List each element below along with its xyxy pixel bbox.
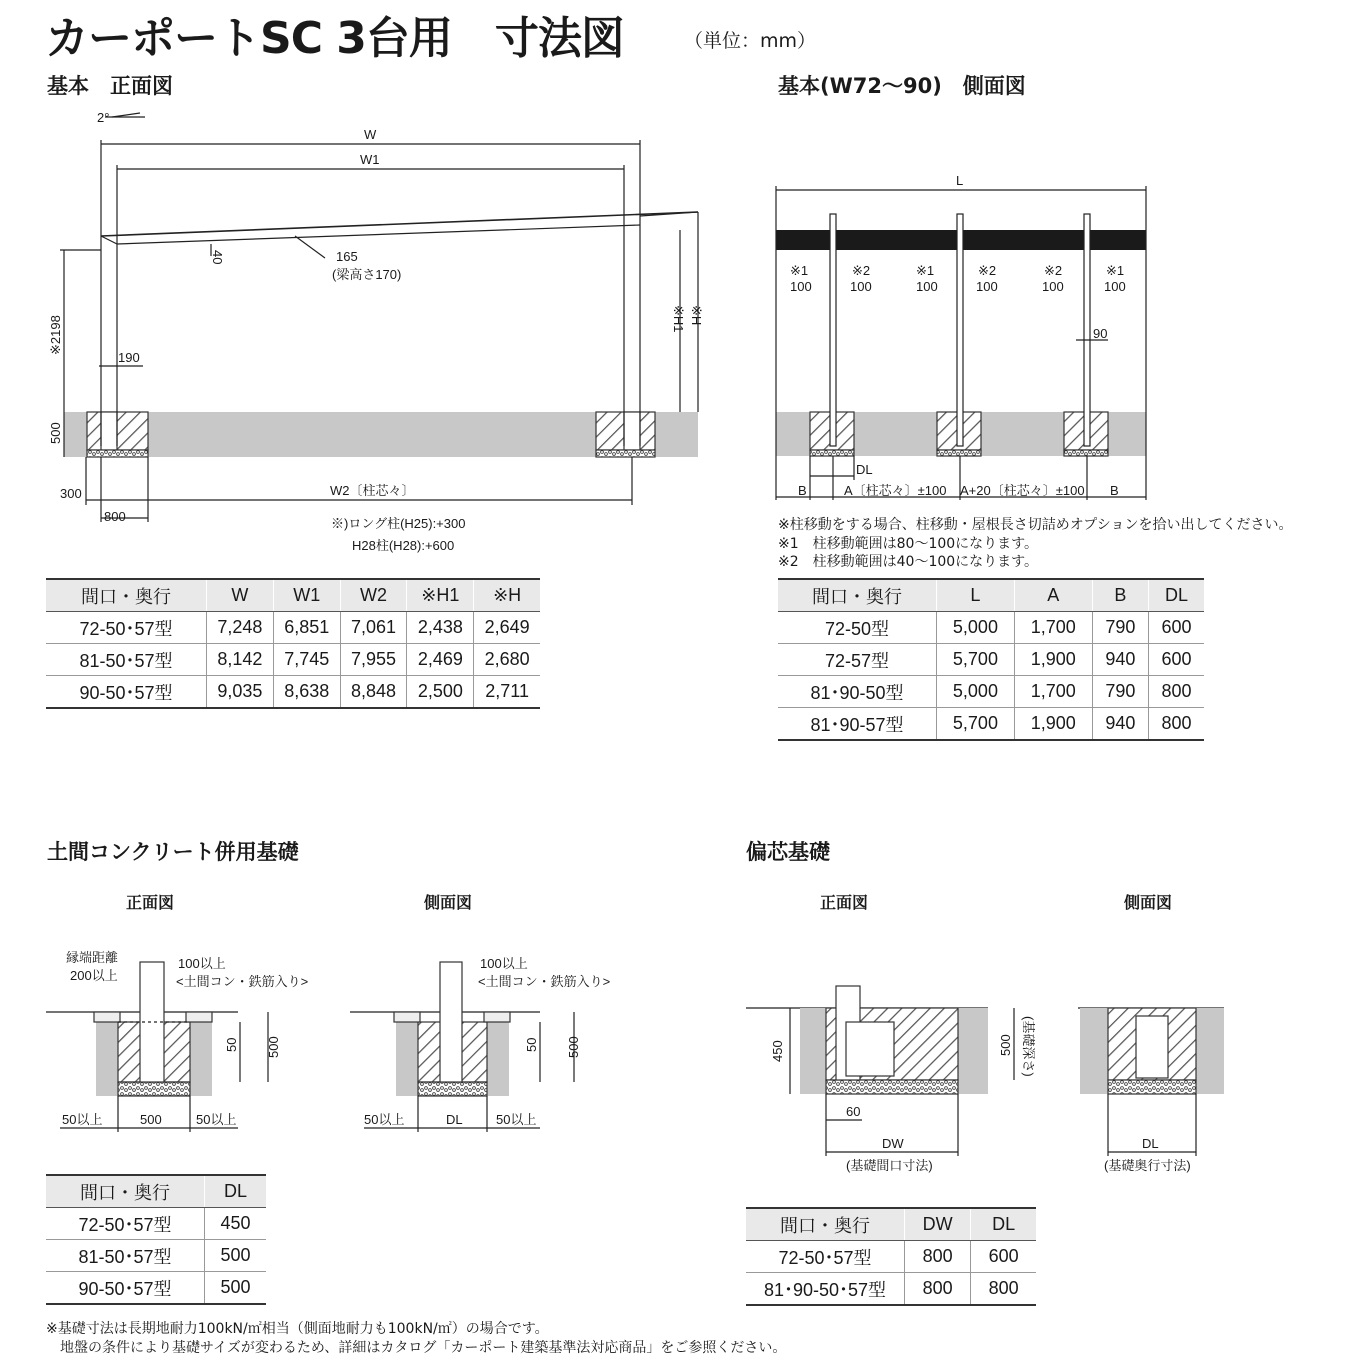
over-doma-b: <土間コン・鉄筋入り> xyxy=(478,974,611,989)
cell: 5,000 xyxy=(937,676,1015,708)
edge-dist-1: 縁端距離 xyxy=(66,950,119,965)
offset-front-label: 正面図 xyxy=(820,893,869,912)
dim-DL-offset: DL xyxy=(1142,1136,1159,1151)
cell: 800 xyxy=(905,1273,971,1306)
cell: 81-50･57型 xyxy=(46,1240,205,1272)
cell: 1,700 xyxy=(1014,612,1092,644)
cell: 72-50･57型 xyxy=(746,1241,905,1273)
mark-1c: ※1 xyxy=(1106,263,1125,278)
cell: 790 xyxy=(1092,612,1148,644)
over-doma-a: <土間コン・鉄筋入り> xyxy=(176,974,309,989)
cell: 81･90-50型 xyxy=(778,676,937,708)
cell: 5,700 xyxy=(937,708,1015,741)
mark-2a: ※2 xyxy=(852,263,871,278)
dim-DL-side: DL xyxy=(856,462,873,477)
offset-side-drawing xyxy=(1078,1008,1224,1156)
cell: 2,711 xyxy=(474,676,540,709)
mark-1a: ※1 xyxy=(790,263,809,278)
cell: 500 xyxy=(205,1240,267,1272)
th: DW xyxy=(905,1208,971,1241)
cell: 81･90-57型 xyxy=(778,708,937,741)
th: W2 xyxy=(340,579,407,612)
dim-50a: 50 xyxy=(224,1037,239,1052)
cell: 1,900 xyxy=(1014,708,1092,741)
th: ※H xyxy=(474,579,540,612)
dim-190: 190 xyxy=(118,350,140,365)
table-row xyxy=(46,1272,266,1305)
offset-heading: 偏芯基礎 xyxy=(746,840,830,864)
front-view-drawing xyxy=(60,113,698,522)
cell: 940 xyxy=(1092,708,1148,741)
dim-DL-doma: DL xyxy=(446,1112,463,1127)
over-100a: 100以上 xyxy=(178,956,226,971)
doma-side-label: 側面図 xyxy=(424,893,473,912)
th: DL xyxy=(971,1208,1036,1241)
cell: 81･90-50･57型 xyxy=(746,1273,905,1306)
cell: 2,438 xyxy=(407,612,474,644)
table-row xyxy=(46,1208,266,1240)
cell: 8,848 xyxy=(340,676,407,709)
cell: 800 xyxy=(971,1273,1036,1306)
cell: 72-50型 xyxy=(778,612,937,644)
dim-B-right: B xyxy=(1110,483,1119,498)
side-view-heading: 基本(W72〜90) 側面図 xyxy=(778,74,1026,98)
dim-H: ※H xyxy=(689,305,704,326)
min50-d: 50以上 xyxy=(496,1112,537,1127)
dim-500d: 500 xyxy=(998,1034,1013,1056)
dim-DW: DW xyxy=(882,1136,904,1151)
table-row xyxy=(778,676,1204,708)
cap-length: (基礎奥行寸法) xyxy=(1104,1158,1191,1173)
table-row xyxy=(778,708,1204,741)
cell: 600 xyxy=(1148,644,1204,676)
th: A xyxy=(1014,579,1092,612)
dim-500: 500 xyxy=(48,422,63,444)
dim-2198: ※2198 xyxy=(48,315,63,355)
unit-label: （単位：mm） xyxy=(684,30,817,52)
cell: 1,900 xyxy=(1014,644,1092,676)
dim-500c: 500 xyxy=(566,1036,581,1058)
front-dimension-table xyxy=(46,578,540,709)
dim-500b: 500 xyxy=(140,1112,162,1127)
offset-side-label: 側面図 xyxy=(1124,893,1173,912)
dim-500a: 500 xyxy=(266,1036,281,1058)
table-row xyxy=(46,676,540,709)
val-100f: 100 xyxy=(1104,279,1126,294)
min50-b: 50以上 xyxy=(196,1112,237,1127)
doma-front-label: 正面図 xyxy=(126,893,175,912)
front-view-heading: 基本 正面図 xyxy=(47,74,173,98)
side-note-1: ※柱移動をする場合、柱移動・屋根長さ切詰めオプションを拾い出してください。 xyxy=(778,517,1293,533)
cell: 2,649 xyxy=(474,612,540,644)
val-100d: 100 xyxy=(976,279,998,294)
table-row xyxy=(46,644,540,676)
page-title: カーポートSC 3台用 寸法図 xyxy=(45,13,624,64)
min50-a: 50以上 xyxy=(62,1112,103,1127)
cell: 81-50･57型 xyxy=(46,644,207,676)
mark-1b: ※1 xyxy=(916,263,935,278)
val-100a: 100 xyxy=(790,279,812,294)
dim-40: 40 xyxy=(210,250,225,265)
th: 間口・奥行 xyxy=(46,1175,205,1208)
cell: 90-50･57型 xyxy=(46,676,207,709)
cell: 9,035 xyxy=(207,676,274,709)
side-view-drawing xyxy=(776,186,1146,500)
table-row xyxy=(778,644,1204,676)
side-note-2: ※1 柱移動範囲は80〜100になります。 xyxy=(778,536,1039,552)
offset-table xyxy=(746,1207,1036,1306)
cap-width: (基礎間口寸法) xyxy=(846,1158,933,1173)
offset-front-drawing xyxy=(746,986,1014,1156)
table-row xyxy=(46,612,540,644)
cell: 90-50･57型 xyxy=(46,1272,205,1305)
side-dimension-table xyxy=(778,578,1204,741)
cell: 600 xyxy=(1148,612,1204,644)
th: DL xyxy=(1148,579,1204,612)
table-row xyxy=(746,1241,1036,1273)
cell: 800 xyxy=(905,1241,971,1273)
dim-90: 90 xyxy=(1093,326,1108,341)
front-note-2: H28柱(H28):+600 xyxy=(352,538,455,553)
dim-450: 450 xyxy=(770,1040,785,1062)
dim-B-left: B xyxy=(798,483,807,498)
doma-heading: 土間コンクリート併用基礎 xyxy=(47,840,299,864)
cell: 800 xyxy=(1148,708,1204,741)
cell: 7,955 xyxy=(340,644,407,676)
side-note-3: ※2 柱移動範囲は40〜100になります。 xyxy=(778,554,1039,570)
front-note-1: ※)ロング柱(H25):+300 xyxy=(331,516,466,531)
cell: 7,061 xyxy=(340,612,407,644)
val-100e: 100 xyxy=(1042,279,1064,294)
th: 間口・奥行 xyxy=(46,579,207,612)
cell: 1,700 xyxy=(1014,676,1092,708)
dim-60: 60 xyxy=(846,1104,861,1119)
dim-800: 800 xyxy=(104,509,126,524)
min50-c: 50以上 xyxy=(364,1112,405,1127)
angle-label: 2° xyxy=(97,110,110,125)
dim-300: 300 xyxy=(60,486,82,501)
th: W xyxy=(207,579,274,612)
dim-W2: W2〔柱芯々〕 xyxy=(330,483,415,498)
cell: 7,745 xyxy=(273,644,340,676)
dim-W: W xyxy=(364,127,377,142)
foundation-depth: (基礎深さ) xyxy=(1021,1016,1036,1077)
dim-H1: ※H1 xyxy=(671,305,686,333)
dim-A20: A+20〔柱芯々〕±100 xyxy=(960,483,1085,498)
cell: 500 xyxy=(205,1272,267,1305)
th: DL xyxy=(205,1175,267,1208)
cell: 450 xyxy=(205,1208,267,1240)
over-100b: 100以上 xyxy=(480,956,528,971)
mark-2b: ※2 xyxy=(978,263,997,278)
cell: 800 xyxy=(1148,676,1204,708)
cell: 72-50･57型 xyxy=(46,1208,205,1240)
cell: 2,680 xyxy=(474,644,540,676)
dim-165: 165 xyxy=(336,249,358,264)
cell: 72-57型 xyxy=(778,644,937,676)
cell: 7,248 xyxy=(207,612,274,644)
cell: 600 xyxy=(971,1241,1036,1273)
table-row xyxy=(746,1273,1036,1306)
dim-50b: 50 xyxy=(524,1037,539,1052)
th: 間口・奥行 xyxy=(746,1208,905,1241)
th: B xyxy=(1092,579,1148,612)
cell: 72-50･57型 xyxy=(46,612,207,644)
cell: 5,700 xyxy=(937,644,1015,676)
footnote-2: 地盤の条件により基礎サイズが変わるため、詳細はカタログ「カーポート建築基準法対応商品」をご参照ください。 xyxy=(46,1340,787,1356)
edge-dist-2: 200以上 xyxy=(70,968,118,983)
table-row xyxy=(778,612,1204,644)
mark-2c: ※2 xyxy=(1044,263,1063,278)
beam-height: (梁高さ170) xyxy=(332,267,402,282)
table-row xyxy=(46,1240,266,1272)
cell: 6,851 xyxy=(273,612,340,644)
cell: 2,469 xyxy=(407,644,474,676)
dim-W1: W1 xyxy=(360,152,380,167)
val-100b: 100 xyxy=(850,279,872,294)
cell: 2,500 xyxy=(407,676,474,709)
cell: 5,000 xyxy=(937,612,1015,644)
val-100c: 100 xyxy=(916,279,938,294)
cell: 8,142 xyxy=(207,644,274,676)
cell: 8,638 xyxy=(273,676,340,709)
th: ※H1 xyxy=(407,579,474,612)
footnote-1: ※基礎寸法は長期地耐力100kN/㎡相当（側面地耐力も100kN/㎡）の場合です。 xyxy=(46,1321,549,1337)
th: L xyxy=(937,579,1015,612)
th: 間口・奥行 xyxy=(778,579,937,612)
cell: 940 xyxy=(1092,644,1148,676)
dim-A: A〔柱芯々〕±100 xyxy=(844,483,947,498)
cell: 790 xyxy=(1092,676,1148,708)
dim-L: L xyxy=(956,173,964,188)
doma-table xyxy=(46,1174,266,1305)
th: W1 xyxy=(273,579,340,612)
